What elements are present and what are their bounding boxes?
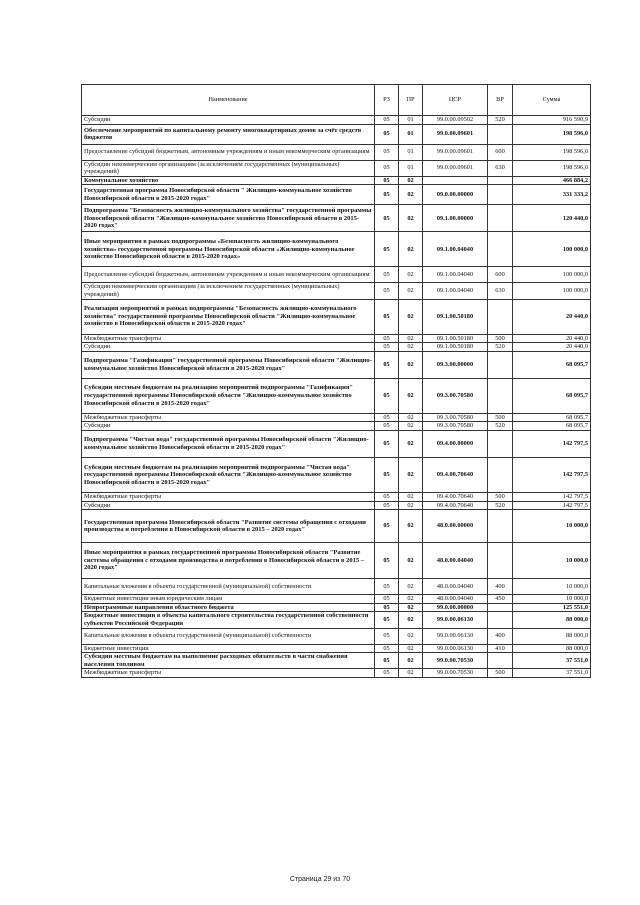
- cell-vr: 400: [488, 628, 513, 644]
- cell-sum: 100 000,0: [513, 232, 591, 267]
- cell-sum: 68 095,7: [513, 422, 591, 431]
- cell-sum: 142 797,5: [513, 457, 591, 492]
- cell-sum: 142 797,5: [513, 430, 591, 457]
- page-number: Страница 29 из 70: [289, 876, 351, 883]
- cell-vr: [488, 232, 513, 267]
- cell-vr: [488, 176, 513, 185]
- cell-rz: 05: [375, 116, 399, 125]
- cell-rz: 05: [375, 205, 399, 232]
- cell-name: Субсидии некоммерческим организациям (за исключением государственных (муниципальных) учреждений): [82, 283, 375, 299]
- cell-csr: 99.0.00.09601: [423, 144, 488, 160]
- cell-sum: 142 797,5: [513, 501, 591, 510]
- cell-sum: 88 000,0: [513, 612, 591, 628]
- cell-pr: 02: [399, 299, 423, 334]
- cell-pr: 02: [399, 510, 423, 543]
- cell-rz: 05: [375, 501, 399, 510]
- cell-vr: [488, 510, 513, 543]
- cell-rz: 05: [375, 603, 399, 612]
- cell-sum: 100 000,0: [513, 267, 591, 283]
- cell-name: Бюджетные инвестиции: [82, 644, 375, 653]
- cell-pr: 02: [399, 492, 423, 501]
- cell-csr: 99.0.00.06130: [423, 628, 488, 644]
- cell-rz: 05: [375, 422, 399, 431]
- cell-sum: 198 596,0: [513, 124, 591, 144]
- cell-sum: 88 000,0: [513, 644, 591, 653]
- cell-pr: 02: [399, 205, 423, 232]
- cell-sum: 68 095,7: [513, 351, 591, 378]
- table-row: [82, 413, 591, 422]
- cell-sum: 120 440,0: [513, 205, 591, 232]
- cell-vr: 500: [488, 413, 513, 422]
- cell-rz: 05: [375, 334, 399, 343]
- table-row: [82, 603, 591, 612]
- cell-rz: 05: [375, 543, 399, 579]
- cell-rz: 05: [375, 628, 399, 644]
- table-row: [82, 430, 591, 457]
- table-row: [82, 612, 591, 628]
- cell-vr: [488, 351, 513, 378]
- cell-sum: 37 551,0: [513, 669, 591, 678]
- cell-name: Подпрограмма "Газификация" государственной программы Новосибирской области "Жилищно-коммунальное хозяйство Новосибирской области в 2015-2020 годах": [82, 351, 375, 378]
- cell-pr: 02: [399, 185, 423, 205]
- cell-sum: 68 095,7: [513, 378, 591, 413]
- cell-vr: 450: [488, 595, 513, 604]
- cell-vr: [488, 205, 513, 232]
- cell-pr: 01: [399, 116, 423, 125]
- cell-csr: 48.0.00.04040: [423, 543, 488, 579]
- cell-rz: 05: [375, 378, 399, 413]
- cell-name: Предоставление субсидий бюджетным, автономным учреждениям и иным некоммерческим организациям: [82, 144, 375, 160]
- cell-vr: 630: [488, 283, 513, 299]
- table-row: [82, 579, 591, 595]
- cell-rz: 05: [375, 457, 399, 492]
- cell-sum: 100 000,0: [513, 283, 591, 299]
- cell-rz: 05: [375, 653, 399, 669]
- cell-csr: 09.1.00.04040: [423, 267, 488, 283]
- cell-rz: 05: [375, 612, 399, 628]
- cell-pr: 02: [399, 612, 423, 628]
- cell-csr: 99.0.00.00000: [423, 603, 488, 612]
- table-row: [82, 595, 591, 604]
- cell-vr: [488, 378, 513, 413]
- cell-rz: 05: [375, 144, 399, 160]
- cell-rz: 05: [375, 176, 399, 185]
- table-row: [82, 457, 591, 492]
- cell-pr: 02: [399, 351, 423, 378]
- table-row: [82, 267, 591, 283]
- table-row: [82, 422, 591, 431]
- cell-rz: 05: [375, 232, 399, 267]
- cell-rz: 05: [375, 283, 399, 299]
- cell-vr: [488, 653, 513, 669]
- cell-name: Иные мероприятия в рамках подпрограммы «Безопасность жилищно-коммунального хозяйства» государственной программы Новосибирской области «Жилищно-коммунальное хозяйство Новосибирской области в 2015-2020 годах»: [82, 232, 375, 267]
- cell-sum: 198 596,0: [513, 160, 591, 176]
- cell-rz: 05: [375, 595, 399, 604]
- table-row: [82, 628, 591, 644]
- table-row: [82, 653, 591, 669]
- cell-vr: [488, 185, 513, 205]
- cell-rz: 05: [375, 413, 399, 422]
- cell-pr: 02: [399, 644, 423, 653]
- cell-name: Субсидии местным бюджетам на реализацию мероприятий подпрограммы "Газификация" государственной программы Новосибирской области "Жилищно-коммунальное хозяйство Новосибирской области в 2015-2020 годах": [82, 378, 375, 413]
- cell-sum: 331 333,2: [513, 185, 591, 205]
- cell-vr: 520: [488, 116, 513, 125]
- cell-name: Межбюджетные трансферты: [82, 669, 375, 678]
- cell-rz: 05: [375, 669, 399, 678]
- cell-pr: 01: [399, 144, 423, 160]
- cell-name: Субсидии местным бюджетам на выполнение расходных обязательств в части снабжения населения топливом: [82, 653, 375, 669]
- cell-csr: 09.3.00.70580: [423, 378, 488, 413]
- cell-vr: 520: [488, 501, 513, 510]
- cell-vr: 630: [488, 160, 513, 176]
- cell-name: Бюджетные инвестиции иным юридическим лицам: [82, 595, 375, 604]
- cell-sum: 10 000,0: [513, 595, 591, 604]
- cell-csr: 09.4.00.70640: [423, 457, 488, 492]
- cell-sum: 68 095,7: [513, 413, 591, 422]
- table-body: [82, 116, 591, 678]
- cell-name: Капитальные вложения в объекты государственной (муниципальной) собственности: [82, 579, 375, 595]
- cell-vr: 500: [488, 669, 513, 678]
- cell-name: Государственная программа Новосибирской области " Жилищно-коммунальное хозяйство Новосибирской области в 2015-2020 годах": [82, 185, 375, 205]
- cell-rz: 05: [375, 185, 399, 205]
- cell-csr: 09.0.00.00000: [423, 185, 488, 205]
- table-row: [82, 543, 591, 579]
- cell-csr: 09.3.00.70580: [423, 413, 488, 422]
- cell-pr: 02: [399, 603, 423, 612]
- cell-rz: 05: [375, 351, 399, 378]
- cell-vr: [488, 543, 513, 579]
- cell-rz: 05: [375, 430, 399, 457]
- cell-pr: 02: [399, 378, 423, 413]
- table-header-row: [82, 85, 591, 116]
- cell-sum: 10 000,0: [513, 579, 591, 595]
- table-row: [82, 124, 591, 144]
- cell-sum: 198 596,0: [513, 144, 591, 160]
- cell-name: Субсидии: [82, 343, 375, 352]
- cell-rz: 05: [375, 343, 399, 352]
- cell-vr: 520: [488, 343, 513, 352]
- cell-rz: 05: [375, 644, 399, 653]
- cell-pr: 02: [399, 579, 423, 595]
- table-row: [82, 205, 591, 232]
- table-row: [82, 644, 591, 653]
- cell-csr: 09.4.00.70640: [423, 501, 488, 510]
- budget-table: [81, 84, 591, 678]
- table-row: [82, 176, 591, 185]
- cell-pr: 02: [399, 595, 423, 604]
- cell-sum: 37 551,0: [513, 653, 591, 669]
- cell-pr: 02: [399, 501, 423, 510]
- cell-name: Капитальные вложения в объекты государственной (муниципальной) собственности: [82, 628, 375, 644]
- cell-rz: 05: [375, 267, 399, 283]
- cell-name: Межбюджетные трансферты: [82, 334, 375, 343]
- cell-csr: 99.0.00.06130: [423, 644, 488, 653]
- cell-csr: 09.4.00.70640: [423, 492, 488, 501]
- cell-csr: 99.0.00.06130: [423, 612, 488, 628]
- table-row: [82, 185, 591, 205]
- cell-rz: 05: [375, 160, 399, 176]
- header-sum: Сумма: [513, 85, 591, 116]
- cell-pr: 02: [399, 430, 423, 457]
- cell-csr: 99.0.00.70530: [423, 669, 488, 678]
- header-rz: РЗ: [375, 85, 399, 116]
- cell-pr: 02: [399, 543, 423, 579]
- cell-name: Субсидии: [82, 501, 375, 510]
- cell-vr: 520: [488, 422, 513, 431]
- cell-vr: 400: [488, 579, 513, 595]
- cell-vr: 600: [488, 267, 513, 283]
- cell-csr: 09.1.00.04040: [423, 232, 488, 267]
- header-vr: ВР: [488, 85, 513, 116]
- cell-pr: 02: [399, 176, 423, 185]
- cell-sum: 10 000,0: [513, 543, 591, 579]
- cell-name: Субсидии: [82, 116, 375, 125]
- table-row: [82, 351, 591, 378]
- cell-pr: 02: [399, 267, 423, 283]
- table-row: [82, 378, 591, 413]
- table-row: [82, 501, 591, 510]
- cell-rz: 05: [375, 492, 399, 501]
- cell-csr: 99.0.00.09601: [423, 160, 488, 176]
- table-row: [82, 144, 591, 160]
- cell-vr: [488, 457, 513, 492]
- cell-vr: [488, 612, 513, 628]
- cell-name: Субсидии местным бюджетам на реализацию мероприятий подпрограммы "Чистая вода" государственной программы Новосибирской области "Жилищно-коммунальное хозяйство Новосибирской области в 2015-2020 годах": [82, 457, 375, 492]
- cell-sum: 466 884,2: [513, 176, 591, 185]
- cell-name: Непрограммные направления областного бюджета: [82, 603, 375, 612]
- cell-pr: 02: [399, 457, 423, 492]
- cell-csr: 48.0.00.00000: [423, 510, 488, 543]
- table-row: [82, 669, 591, 678]
- cell-csr: 99.0.00.09502: [423, 116, 488, 125]
- cell-sum: 20 440,0: [513, 299, 591, 334]
- cell-sum: 20 440,0: [513, 343, 591, 352]
- cell-pr: 01: [399, 124, 423, 144]
- cell-csr: 99.0.00.09601: [423, 124, 488, 144]
- cell-name: Межбюджетные трансферты: [82, 413, 375, 422]
- cell-vr: [488, 430, 513, 457]
- cell-sum: 916 590,9: [513, 116, 591, 125]
- cell-sum: 142 797,5: [513, 492, 591, 501]
- cell-name: Субсидии: [82, 422, 375, 431]
- cell-rz: 05: [375, 299, 399, 334]
- cell-name: Коммунальное хозяйство: [82, 176, 375, 185]
- table-row: [82, 232, 591, 267]
- cell-csr: [423, 176, 488, 185]
- table-row: [82, 343, 591, 352]
- cell-name: Реализация мероприятий в рамках подпрограммы "Безопасность жилищно-коммунального хозяйства" государственной программы Новосибирской области "Жилищно-коммунальное хозяйство в Новосибирской области в 2015-2020 годах": [82, 299, 375, 334]
- cell-csr: 09.1.00.00000: [423, 205, 488, 232]
- cell-csr: 48.0.00.04040: [423, 579, 488, 595]
- cell-vr: 500: [488, 334, 513, 343]
- cell-rz: 05: [375, 124, 399, 144]
- header-csr: ЦСР: [423, 85, 488, 116]
- cell-name: Предоставление субсидий бюджетным, автономным учреждениям и иным некоммерческим организациям: [82, 267, 375, 283]
- table-row: [82, 116, 591, 125]
- cell-csr: 09.1.00.50180: [423, 334, 488, 343]
- header-name: Наименование: [82, 85, 375, 116]
- cell-csr: 09.1.00.50180: [423, 299, 488, 334]
- table-row: [82, 492, 591, 501]
- cell-pr: 02: [399, 343, 423, 352]
- cell-csr: 99.0.00.70530: [423, 653, 488, 669]
- cell-vr: 500: [488, 492, 513, 501]
- cell-name: Иные мероприятия в рамках государственной программы Новосибирской области "Развитие системы обращения с отходами производства и потребления в Новосибирской области в 2015 – 2020 годах": [82, 543, 375, 579]
- cell-csr: 09.1.00.50180: [423, 343, 488, 352]
- cell-name: Межбюджетные трансферты: [82, 492, 375, 501]
- cell-sum: 20 440,0: [513, 334, 591, 343]
- cell-csr: 09.1.00.04040: [423, 283, 488, 299]
- cell-name: Подпрограмма "Чистая вода" государственной программы Новосибирской области "Жилищно-коммунальное хозяйство Новосибирской области в 2015-2020 годах": [82, 430, 375, 457]
- cell-pr: 02: [399, 669, 423, 678]
- cell-sum: 125 551,0: [513, 603, 591, 612]
- cell-pr: 02: [399, 334, 423, 343]
- cell-vr: [488, 603, 513, 612]
- cell-rz: 05: [375, 510, 399, 543]
- cell-pr: 02: [399, 653, 423, 669]
- cell-pr: 02: [399, 232, 423, 267]
- cell-csr: 09.4.00.00000: [423, 430, 488, 457]
- cell-vr: 410: [488, 644, 513, 653]
- cell-name: Государственная программа Новосибирской области "Развитие системы обращения с отходами производства и потребления в Новосибирской области в 2015 – 2020 годах": [82, 510, 375, 543]
- cell-csr: 09.3.00.70580: [423, 422, 488, 431]
- cell-name: Бюджетные инвестиции в объекты капитального строительства государственной собственности субъектов Российской Федерации: [82, 612, 375, 628]
- header-pr: ПР: [399, 85, 423, 116]
- table-row: [82, 160, 591, 176]
- cell-pr: 02: [399, 628, 423, 644]
- cell-vr: [488, 124, 513, 144]
- cell-vr: [488, 299, 513, 334]
- cell-pr: 01: [399, 160, 423, 176]
- cell-pr: 02: [399, 283, 423, 299]
- cell-name: Субсидии некоммерческим организациям (за исключением государственных (муниципальных) учреждений): [82, 160, 375, 176]
- cell-name: Обеспечение мероприятий по капитальному ремонту многоквартирных домов за счёт средств бюджетов: [82, 124, 375, 144]
- table-row: [82, 283, 591, 299]
- cell-sum: 10 000,0: [513, 510, 591, 543]
- table-row: [82, 510, 591, 543]
- cell-csr: 09.3.00.00000: [423, 351, 488, 378]
- cell-vr: 600: [488, 144, 513, 160]
- cell-rz: 05: [375, 579, 399, 595]
- cell-pr: 02: [399, 413, 423, 422]
- cell-csr: 48.0.00.04040: [423, 595, 488, 604]
- cell-name: Подпрограмма "Безопасность жилищно-коммунального хозяйства" государственной программы Новосибирской области "Жилищно-коммунальное хозяйство Новосибирской области в 2015-2020 годах": [82, 205, 375, 232]
- table-row: [82, 299, 591, 334]
- cell-pr: 02: [399, 422, 423, 431]
- cell-sum: 88 000,0: [513, 628, 591, 644]
- table-row: [82, 334, 591, 343]
